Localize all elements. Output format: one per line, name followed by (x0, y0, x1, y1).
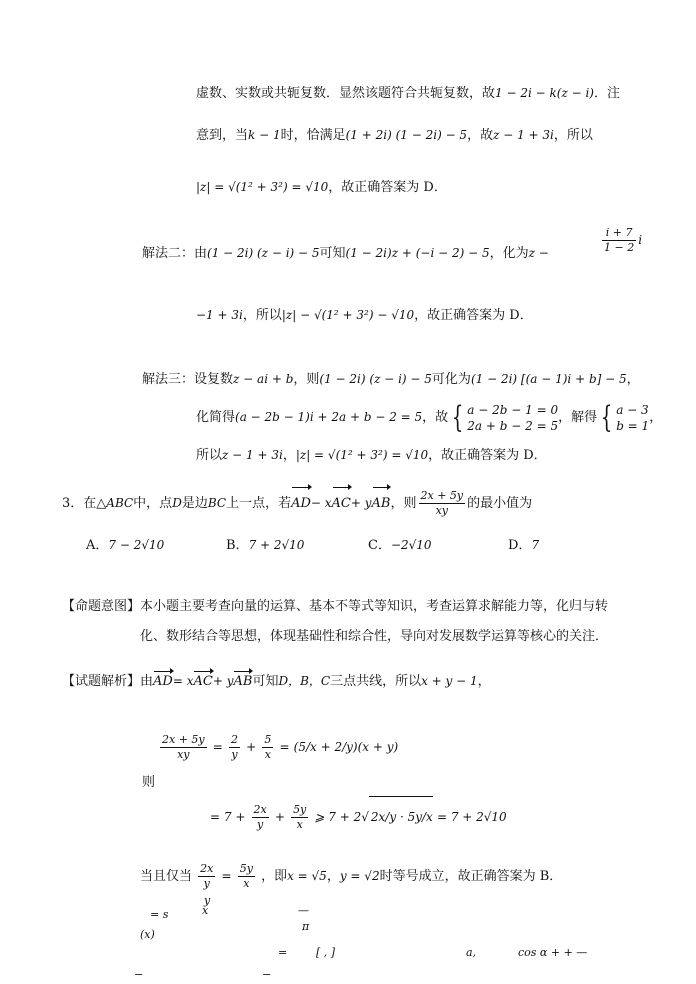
derivation-line-1: $\frac{2x + 5y}{xy}$ = $\frac{2}{y}$ + $\frac{5}{x}$ = (5/x + 2/y)(x + y) (162, 733, 399, 761)
fragment-text: − (134, 968, 144, 981)
option-c: C．−2√10 (368, 538, 432, 553)
text-line: |z| = √(1² + 3²) = √10，故正确答案为 D． (196, 180, 447, 195)
fragment-text: = s (150, 908, 169, 921)
fragment-text: = (278, 946, 288, 959)
fragment-text: − (262, 968, 272, 981)
method-three-line: 解法三：设复数z − ai + b，则(1 − 2i) (z − i) − 5可化为(1 − 2i) [(a − 1)i + b] − 5， (142, 372, 640, 387)
intent-line-2: 化、数形结合等思想，体现基础性和综合性，导向对发展数学运算等核心的关注． (140, 629, 609, 644)
fraction: $\frac{i + 7}{1 - 2}$ i (604, 226, 643, 254)
text-line: 意到，当k − 1时，恰满足(1 + 2i) (1 − 2i) − 5，故z − 1 + 3i，所以 (196, 128, 593, 143)
fragment-text: y (204, 894, 211, 907)
fragment-text: a, (466, 946, 477, 959)
option-d: D．7 (508, 538, 540, 553)
fragment-text: (x) (140, 928, 155, 941)
derivation-line-2: = 7 + $\frac{2x}{y}$ + $\frac{5y}{x}$ ⩾ 7 + 2√ 2x/y · 5y/x = 7 + 2√10 (210, 796, 507, 838)
fragment-text: π (302, 920, 310, 933)
intent-line-1: 【命题意图】本小题主要考查向量的运算、基本不等式等知识，考查运算求解能力等，化归与转 (62, 599, 609, 614)
equality-line: 当且仅当 $\frac{2x}{y}$ = $\frac{5y}{x}$ ，即x = √5，y = √2时等号成立，故正确答案为 B． (140, 862, 563, 890)
then-label: 则 (142, 775, 156, 790)
fragment-text: — (298, 904, 309, 917)
fragment-text: x (202, 904, 209, 917)
text-line: 所以z − 1 + 3i，|z| = √(1² + 3²) = √10，故正确答案为 D． (196, 448, 547, 463)
question-three: 3．在△ABC中，点D是边BC上一点，若AD− xAC+ yAB，则 $\frac{2x + 5y}{xy}$ 的最小值为 (62, 489, 533, 517)
option-b: B．7 + 2√10 (226, 538, 305, 553)
fragment-text: cos α + + — (518, 946, 588, 959)
text-line: 虚数、实数或共轭复数．显然该题符合共轭复数，故1 − 2i − k(z − i)．注 (196, 86, 620, 101)
method-two-line: 解法二：由(1 − 2i) (z − i) − 5可知(1 − 2i)z + (−i − 2) − 5，化为z − (142, 246, 549, 261)
option-a: A．7 − 2√10 (86, 538, 165, 553)
analysis-line: 【试题解析】由AD= xAC+ yAB可知D，B，C三点共线，所以x + y − 1， (62, 674, 491, 689)
fragment-text: [ , ] (316, 946, 336, 959)
text-line: 化简得(a − 2b − 1)i + 2a + b − 2 = 5，故 { a − 2b − 1 = 0 2a + b − 2 = 5，解得 { a − 3 b = 1， (196, 399, 663, 435)
text-line: −1 + 3i，所以|z| − √(1² + 3²) − √10，故正确答案为 D． (196, 308, 533, 323)
